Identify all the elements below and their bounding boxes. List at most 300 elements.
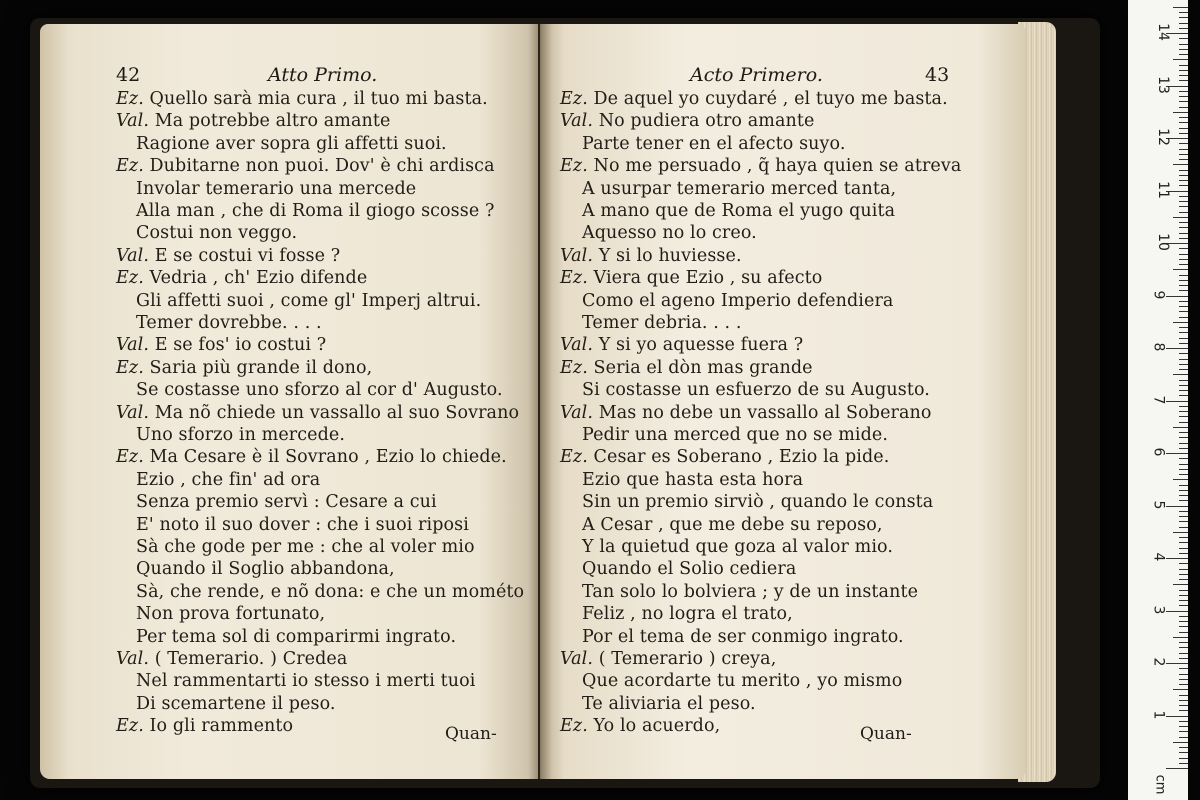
- ruler-unit-label: cm: [1152, 774, 1168, 795]
- ruler-tick: [1179, 469, 1188, 470]
- ruler-tick: [1179, 448, 1188, 449]
- ruler-number: 5: [1150, 500, 1167, 509]
- ruler-tick: [1179, 516, 1188, 517]
- text-line: [582, 222, 757, 244]
- verse-text: Aquesso no lo creo.: [582, 223, 757, 244]
- text-line: [582, 379, 930, 401]
- ruler-tick: [1179, 411, 1188, 412]
- ruler-tick: [1179, 695, 1188, 696]
- text-line: [560, 648, 776, 670]
- ruler-tick: [1179, 668, 1188, 669]
- text-line: [116, 88, 488, 110]
- ruler-tick: [1179, 726, 1188, 727]
- verse-text: Alla man , che di Roma il giogo scosse ?: [136, 201, 495, 221]
- ruler-tick: [1179, 590, 1188, 591]
- ruler-tick: [1179, 710, 1188, 711]
- text-line: [116, 110, 390, 132]
- ruler-tick: [1179, 238, 1188, 239]
- text-line: [582, 290, 893, 312]
- ruler-tick: [1179, 96, 1188, 97]
- verse-text: Ma nõ chiede un vassallo al suo Sovrano: [154, 402, 520, 423]
- ruler-tick: [1179, 548, 1188, 549]
- ruler-tick: [1179, 369, 1188, 370]
- text-line: [582, 491, 933, 513]
- verse-text: Di scemartene il peso.: [136, 693, 336, 714]
- ruler-tick: [1166, 768, 1188, 769]
- verse-text: Temer dovrebbe. . . .: [136, 313, 322, 333]
- speaker-label: Ez.: [560, 716, 594, 737]
- verse-text: Sà che gode per me : che al voler mio: [136, 537, 475, 557]
- text-line: [116, 715, 293, 737]
- ruler-tick: [1179, 553, 1188, 554]
- ruler-tick: [1179, 416, 1188, 417]
- verse-text: Te aliviaria el peso.: [582, 693, 756, 714]
- text-line: [136, 558, 395, 580]
- ruler-tick: [1179, 65, 1188, 66]
- ruler-tick: [1179, 721, 1188, 722]
- text-line: [582, 670, 902, 692]
- text-line: [560, 357, 813, 379]
- ruler-tick: [1179, 380, 1188, 381]
- ruler-number: 6: [1150, 447, 1167, 457]
- left-page-number: 42: [116, 64, 141, 86]
- ruler-tick: [1179, 406, 1188, 407]
- ruler-tick: [1179, 595, 1188, 596]
- text-line: [136, 693, 336, 715]
- ruler-tick: [1179, 485, 1188, 486]
- verse-text: De aquel yo cuydaré , el tuyo me basta.: [593, 89, 948, 109]
- ruler-tick: [1179, 700, 1188, 701]
- ruler-tick: [1179, 705, 1188, 706]
- text-line: [116, 357, 372, 379]
- speaker-label: Val.: [116, 649, 155, 669]
- ruler-tick: [1179, 395, 1188, 396]
- verse-text: ( Temerario ) creya,: [598, 649, 777, 669]
- ruler-tick: [1166, 506, 1188, 507]
- speaker-label: Val.: [116, 245, 155, 266]
- text-line: [560, 155, 961, 177]
- book-gutter: [528, 24, 552, 779]
- ruler-number: 14: [1154, 23, 1171, 41]
- text-line: [116, 267, 367, 289]
- ruler-tick: [1166, 558, 1188, 559]
- text-line: [116, 402, 519, 424]
- ruler-tick: [1173, 164, 1188, 165]
- ruler-tick: [1179, 264, 1188, 265]
- verse-text: Feliz , no logra el trato,: [582, 604, 793, 625]
- text-line: [560, 334, 803, 356]
- ruler-tick: [1179, 458, 1188, 459]
- ruler-tick: [1179, 149, 1188, 150]
- text-line: [136, 290, 481, 312]
- verse-text: No pudiera otro amante: [598, 111, 815, 132]
- ruler-tick: [1179, 500, 1188, 501]
- text-line: [582, 200, 895, 222]
- ruler-tick: [1173, 322, 1188, 323]
- text-line: [560, 245, 742, 267]
- ruler-tick: [1179, 600, 1188, 601]
- text-line: [582, 424, 888, 446]
- verse-text: Involar temerario una mercede: [136, 178, 417, 199]
- ruler-tick: [1179, 569, 1188, 570]
- ruler-tick: [1179, 49, 1188, 50]
- text-line: [582, 536, 893, 558]
- ruler-tick: [1179, 212, 1188, 213]
- ruler-tick: [1179, 674, 1188, 675]
- text-line: [136, 626, 456, 648]
- text-line: [560, 402, 932, 424]
- ruler-tick: [1173, 374, 1188, 375]
- text-line: [116, 155, 495, 177]
- text-line: [136, 581, 524, 603]
- ruler-tick: [1179, 443, 1188, 444]
- verse-text: Yo lo acuerdo,: [593, 716, 721, 737]
- ruler-tick: [1166, 296, 1188, 297]
- ruler-tick: [1179, 763, 1188, 764]
- ruler-tick: [1179, 311, 1188, 312]
- verse-text: Parte tener en el afecto suyo.: [582, 133, 846, 154]
- ruler-tick: [1179, 133, 1188, 134]
- verse-text: Ezio que hasta esta hora: [582, 469, 804, 490]
- ruler-tick: [1179, 70, 1188, 71]
- verse-text: Quando el Solio cediera: [582, 559, 797, 580]
- speaker-label: Ez.: [560, 156, 594, 177]
- ruler-tick: [1166, 611, 1188, 612]
- text-line: [560, 267, 822, 289]
- ruler-tick: [1179, 385, 1188, 386]
- ruler-tick: [1179, 542, 1188, 543]
- speaker-label: Val.: [560, 402, 599, 423]
- ruler-tick: [1179, 626, 1188, 627]
- text-line: [136, 670, 476, 692]
- text-line: [136, 133, 447, 155]
- ruler-tick: [1179, 175, 1188, 176]
- ruler-tick: [1173, 689, 1188, 690]
- speaker-label: Val.: [116, 335, 155, 356]
- ruler-tick: [1179, 359, 1188, 360]
- text-line: [136, 312, 322, 334]
- ruler-tick: [1179, 301, 1188, 302]
- ruler-tick: [1179, 306, 1188, 307]
- verse-text: Costui non veggo.: [136, 223, 298, 244]
- verse-text: Que acordarte tu merito , yo mismo: [582, 671, 903, 692]
- ruler-tick: [1179, 343, 1188, 344]
- ruler-number: 1: [1150, 710, 1167, 719]
- ruler-tick: [1173, 7, 1188, 8]
- verse-text: Temer debria. . . .: [582, 313, 742, 333]
- ruler-number: 10: [1154, 233, 1171, 251]
- ruler-tick: [1179, 180, 1188, 181]
- ruler-tick: [1179, 731, 1188, 732]
- verse-text: Dubitarne non puoi. Dov' è chi ardisca: [149, 156, 495, 177]
- verse-text: Se costasse uno sforzo al cor d' Augusto.: [136, 380, 503, 401]
- ruler-tick: [1173, 742, 1188, 743]
- verse-text: Pedir una merced que no se mide.: [582, 425, 889, 445]
- verse-text: Ezio , che fin' ad ora: [136, 469, 321, 490]
- ruler-tick: [1179, 23, 1188, 24]
- verse-text: Viera que Ezio , su afecto: [593, 268, 823, 289]
- ruler-tick: [1179, 537, 1188, 538]
- ruler-tick: [1179, 122, 1188, 123]
- ruler-tick: [1179, 91, 1188, 92]
- verse-text: E se costui vi fosse ?: [154, 245, 341, 266]
- ruler-tick: [1179, 621, 1188, 622]
- ruler-tick: [1179, 338, 1188, 339]
- ruler-tick: [1179, 390, 1188, 391]
- ruler-tick: [1173, 217, 1188, 218]
- verse-text: Io gli rammento: [149, 716, 294, 737]
- ruler-tick: [1179, 170, 1188, 171]
- speaker-label: Val.: [560, 111, 599, 132]
- ruler-tick: [1179, 317, 1188, 318]
- verse-text: Ragione aver sopra gli affetti suoi.: [136, 133, 447, 154]
- text-line: [116, 245, 340, 267]
- ruler-tick: [1179, 752, 1188, 753]
- verse-text: A usurpar temerario merced tanta,: [582, 178, 897, 199]
- ruler-number: 4: [1150, 552, 1167, 562]
- ruler-number: 12: [1154, 128, 1171, 146]
- right-page: [540, 24, 1026, 779]
- ruler-tick: [1179, 222, 1188, 223]
- ruler-tick: [1179, 563, 1188, 564]
- ruler-tick: [1179, 432, 1188, 433]
- speaker-label: Ez.: [560, 268, 594, 289]
- text-line: [136, 469, 320, 491]
- ruler-tick: [1179, 632, 1188, 633]
- speaker-label: Val.: [560, 649, 599, 669]
- ruler-tick: [1179, 17, 1188, 18]
- text-line: [136, 178, 416, 200]
- ruler-tick: [1179, 605, 1188, 606]
- verse-text: Seria el dòn mas grande: [593, 357, 813, 378]
- verse-text: Per tema sol di comparirmi ingrato.: [136, 626, 457, 647]
- ruler-tick: [1166, 716, 1188, 717]
- text-line: [136, 222, 297, 244]
- verse-text: Gli affetti suoi , come gl' Imperj altrui.: [136, 290, 482, 311]
- ruler-tick: [1179, 332, 1188, 333]
- ruler-tick: [1179, 353, 1188, 354]
- text-line: [136, 200, 494, 222]
- ruler-tick: [1173, 584, 1188, 585]
- left-running-head: Atto Primo.: [268, 64, 378, 86]
- ruler-tick: [1179, 38, 1188, 39]
- ruler-tick: [1179, 233, 1188, 234]
- ruler-tick: [1179, 474, 1188, 475]
- ruler-number: 9: [1150, 290, 1167, 299]
- verse-text: Quello sarà mia cura , il tuo mi basta.: [149, 89, 488, 109]
- speaker-label: Ez.: [560, 447, 594, 468]
- ruler-tick: [1179, 196, 1188, 197]
- ruler-tick: [1179, 275, 1188, 276]
- text-line: [560, 88, 948, 110]
- ruler-tick: [1173, 637, 1188, 638]
- ruler-tick: [1179, 154, 1188, 155]
- ruler-number: 13: [1154, 75, 1171, 94]
- text-line: [582, 626, 904, 648]
- ruler-tick: [1166, 663, 1188, 664]
- ruler-tick: [1179, 616, 1188, 617]
- ruler-tick: [1179, 254, 1188, 255]
- text-line: [136, 514, 469, 536]
- right-page-number: 43: [925, 64, 950, 86]
- ruler-tick: [1179, 12, 1188, 13]
- ruler-tick: [1179, 54, 1188, 55]
- ruler-tick: [1179, 521, 1188, 522]
- speaker-label: Ez.: [560, 357, 594, 378]
- text-line: [582, 603, 793, 625]
- verse-text: Ma potrebbe altro amante: [154, 111, 391, 132]
- verse-text: Sà, che rende, e nõ dona: e che un mométo: [136, 581, 525, 602]
- ruler-number: 3: [1150, 605, 1167, 614]
- ruler-tick: [1179, 128, 1188, 129]
- ruler-tick: [1179, 75, 1188, 76]
- verse-text: Ma Cesare è il Sovrano , Ezio lo chiede.: [149, 447, 507, 468]
- ruler-tick: [1179, 422, 1188, 423]
- verse-text: E se fos' io costui ?: [154, 335, 327, 356]
- verse-text: Mas no debe un vassallo al Soberano: [598, 402, 932, 423]
- speaker-label: Val.: [116, 111, 155, 132]
- ruler-tick: [1179, 495, 1188, 496]
- ruler-tick: [1166, 348, 1188, 349]
- ruler-tick: [1179, 364, 1188, 365]
- speaker-label: Ez.: [116, 156, 150, 177]
- ruler-tick: [1179, 259, 1188, 260]
- ruler-tick: [1179, 285, 1188, 286]
- text-line: [582, 178, 896, 200]
- ruler-tick: [1173, 269, 1188, 270]
- ruler-tick: [1179, 490, 1188, 491]
- verse-text: ( Temerario. ) Credea: [154, 649, 348, 669]
- speaker-label: Ez.: [116, 447, 150, 468]
- ruler-tick: [1179, 227, 1188, 228]
- left-page: [40, 24, 538, 779]
- measuring-ruler: [1128, 0, 1188, 800]
- speaker-label: Ez.: [116, 716, 150, 737]
- ruler-number: 7: [1150, 395, 1167, 404]
- verse-text: E' noto il suo dover : che i suoi riposi: [136, 514, 469, 535]
- ruler-tick: [1179, 579, 1188, 580]
- left-catchword: Quan-: [445, 724, 497, 744]
- verse-text: Nel rammentarti io stesso i merti tuoi: [136, 671, 476, 692]
- verse-text: Vedria , ch' Ezio difende: [149, 268, 368, 289]
- verse-text: Como el ageno Imperio defendiera: [582, 290, 894, 311]
- text-line: [582, 693, 756, 715]
- ruler-tick: [1179, 653, 1188, 654]
- ruler-tick: [1179, 80, 1188, 81]
- verse-text: No me persuado , q̃ haya quien se atreva: [593, 156, 962, 177]
- text-line: [560, 110, 814, 132]
- ruler-tick: [1179, 44, 1188, 45]
- verse-text: Tan solo lo bolviera ; y de un instante: [582, 581, 919, 602]
- ruler-tick: [1179, 290, 1188, 291]
- text-line: [136, 379, 503, 401]
- ruler-tick: [1179, 206, 1188, 207]
- text-line: [582, 469, 803, 491]
- ruler-tick: [1179, 527, 1188, 528]
- speaker-label: Val.: [560, 245, 599, 266]
- right-running-head: Acto Primero.: [690, 64, 823, 86]
- verse-text: Non prova fortunato,: [136, 604, 326, 625]
- ruler-tick: [1179, 107, 1188, 108]
- ruler-tick: [1179, 574, 1188, 575]
- ruler-tick: [1179, 28, 1188, 29]
- ruler-tick: [1179, 185, 1188, 186]
- text-line: [582, 558, 796, 580]
- speaker-label: Ez.: [116, 357, 150, 378]
- verse-text: Cesar es Soberano , Ezio la pide.: [593, 447, 890, 468]
- ruler-tick: [1173, 532, 1188, 533]
- verse-text: A mano que de Roma el yugo quita: [582, 201, 896, 221]
- speaker-label: Val.: [560, 335, 599, 356]
- speaker-label: Ez.: [116, 268, 150, 289]
- ruler-tick: [1179, 248, 1188, 249]
- ruler-tick: [1179, 117, 1188, 118]
- ruler-tick: [1179, 642, 1188, 643]
- text-line: [560, 715, 720, 737]
- text-line: [582, 312, 742, 334]
- speaker-label: Ez.: [116, 89, 150, 109]
- right-catchword: Quan-: [860, 724, 912, 744]
- ruler-tick: [1173, 427, 1188, 428]
- text-line: [136, 491, 437, 513]
- ruler-number: 8: [1150, 342, 1167, 352]
- speaker-label: Ez.: [560, 89, 594, 109]
- ruler-tick: [1179, 143, 1188, 144]
- ruler-tick: [1179, 201, 1188, 202]
- ruler-tick: [1173, 479, 1188, 480]
- ruler-tick: [1173, 112, 1188, 113]
- ruler-tick: [1179, 159, 1188, 160]
- ruler-tick: [1179, 758, 1188, 759]
- ruler-tick: [1179, 101, 1188, 102]
- text-line: [582, 133, 846, 155]
- verse-text: Sin un premio sirviò , quando le consta: [582, 492, 934, 513]
- verse-text: Uno sforzo in mercede.: [136, 425, 346, 445]
- verse-text: A Cesar , que me debe su reposo,: [582, 514, 883, 535]
- ruler-tick: [1179, 679, 1188, 680]
- ruler-tick: [1166, 453, 1188, 454]
- verse-text: Senza premio servì : Cesare a cui: [136, 492, 437, 513]
- verse-text: Y la quietud que goza al valor mio.: [582, 537, 894, 557]
- text-line: [116, 446, 507, 468]
- text-line: [582, 514, 883, 536]
- ruler-number: 11: [1154, 180, 1171, 199]
- text-line: [560, 446, 889, 468]
- text-line: [582, 581, 918, 603]
- ruler-tick: [1166, 401, 1188, 402]
- ruler-tick: [1179, 437, 1188, 438]
- text-line: [116, 648, 347, 670]
- ruler-tick: [1179, 280, 1188, 281]
- ruler-tick: [1179, 327, 1188, 328]
- speaker-label: Val.: [116, 402, 155, 423]
- verse-text: Por el tema de ser conmigo ingrato.: [582, 626, 904, 647]
- ruler-tick: [1179, 684, 1188, 685]
- verse-text: Saria più grande il dono,: [149, 357, 373, 378]
- text-line: [136, 603, 325, 625]
- ruler-tick: [1173, 59, 1188, 60]
- text-line: [136, 424, 345, 446]
- verse-text: Y si yo aquesse fuera ?: [598, 335, 804, 356]
- ruler-number: 2: [1150, 657, 1167, 667]
- ruler-tick: [1179, 737, 1188, 738]
- verse-text: Quando il Soglio abbandona,: [136, 559, 395, 580]
- verse-text: Si costasse un esfuerzo de su Augusto.: [582, 380, 930, 401]
- ruler-tick: [1179, 747, 1188, 748]
- ruler-tick: [1179, 464, 1188, 465]
- text-line: [116, 334, 326, 356]
- text-line: [136, 536, 475, 558]
